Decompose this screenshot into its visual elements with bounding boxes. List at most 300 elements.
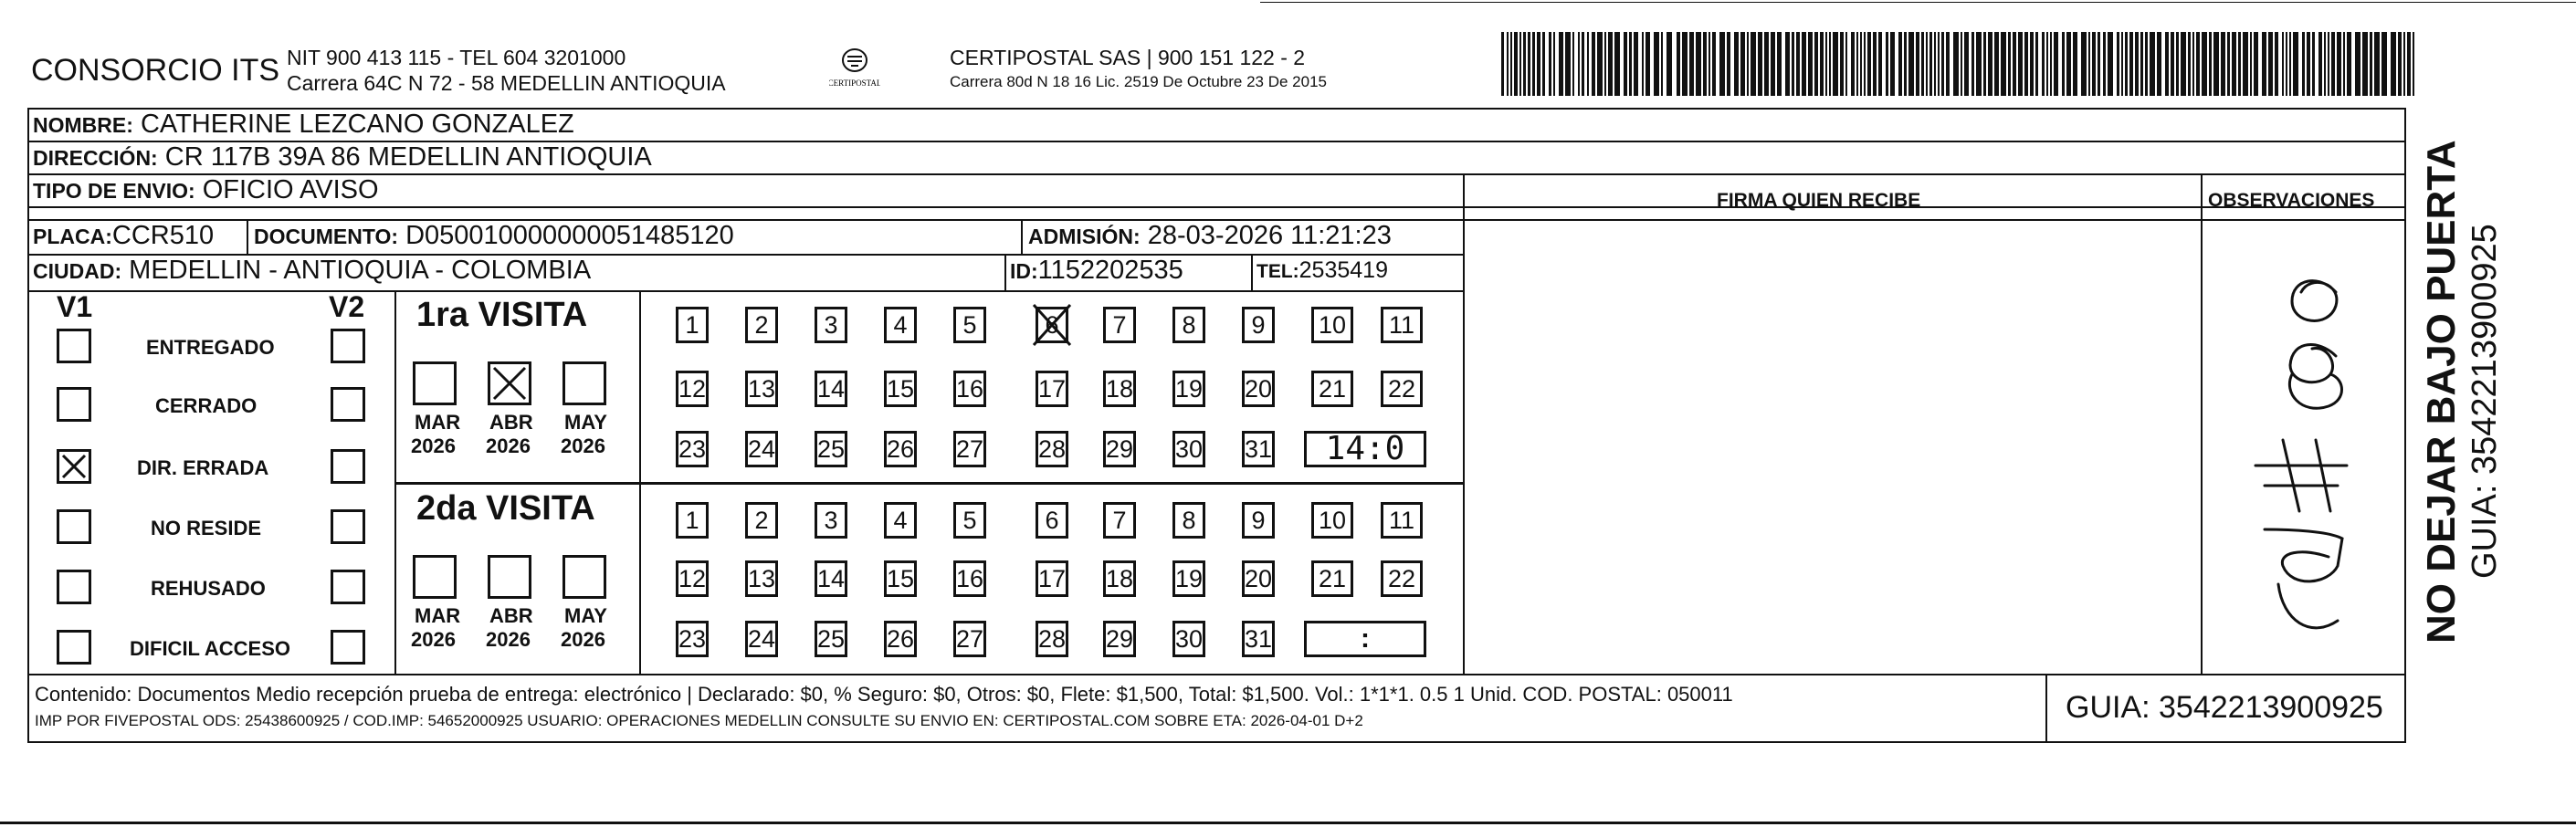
- id-label: ID:: [1010, 259, 1038, 283]
- barcode-bar: [2024, 32, 2028, 96]
- barcode-bar: [2121, 32, 2123, 96]
- barcode-bar: [2286, 32, 2287, 96]
- day-box[interactable]: 21: [1311, 560, 1353, 597]
- day-box[interactable]: 22: [1381, 560, 1423, 597]
- row-line: [27, 173, 2406, 175]
- month-year: 2026: [411, 434, 456, 457]
- barcode-bar: [1542, 32, 1545, 96]
- barcode-bar: [2176, 32, 2179, 96]
- day-box[interactable]: 19: [1172, 560, 1205, 597]
- cell-divider: [1251, 254, 1253, 290]
- barcode-bar: [2254, 32, 2258, 96]
- barcode-bar: [1864, 32, 1866, 96]
- barcode-bar: [1796, 32, 1800, 96]
- barcode-bar: [2129, 32, 2133, 96]
- month-label: MAY: [564, 411, 607, 434]
- barcode-bar: [2150, 32, 2155, 96]
- barcode-bar: [2282, 32, 2284, 96]
- barcode-bar: [2318, 32, 2322, 96]
- day-box[interactable]: 8: [1172, 502, 1205, 539]
- day-box[interactable]: 29: [1103, 621, 1136, 657]
- v2-header: V2: [329, 290, 365, 323]
- barcode-bar: [1856, 32, 1858, 96]
- barcode-bar: [1934, 32, 1936, 96]
- day-box[interactable]: 18: [1103, 371, 1136, 407]
- barcode-bar: [2262, 32, 2266, 96]
- nombre-value: CATHERINE LEZCANO GONZALEZ: [140, 110, 574, 139]
- day-box[interactable]: 5: [953, 502, 986, 539]
- barcode-bar: [1510, 32, 1512, 96]
- barcode-bar: [2008, 32, 2011, 96]
- barcode-bar: [1528, 32, 1530, 96]
- day-box[interactable]: 3: [815, 307, 847, 343]
- direccion-label: DIRECCIÓN:: [33, 146, 158, 170]
- month-year: 2026: [486, 628, 531, 651]
- barcode-bar: [1926, 32, 1928, 96]
- barcode-bar: [2370, 32, 2372, 96]
- barcode-bar: [2103, 32, 2106, 96]
- no-dejar-bajo-puerta: NO DEJAR BAJO PUERTA: [2419, 140, 2464, 644]
- barcode-bar: [1785, 32, 1790, 96]
- barcode-bar: [2331, 32, 2335, 96]
- barcode-bar: [1597, 32, 1603, 96]
- barcode-bar: [1921, 32, 1924, 96]
- barcode-bar: [1582, 32, 1584, 96]
- barcode-bar: [2145, 32, 2148, 96]
- barcode-bar: [1682, 32, 1688, 96]
- barcode-bar: [2398, 32, 2402, 96]
- day-box[interactable]: 23: [676, 431, 709, 467]
- day-box[interactable]: 13: [745, 371, 778, 407]
- day-box[interactable]: 10: [1311, 502, 1353, 539]
- barcode-bar: [1976, 32, 1982, 96]
- barcode-bar: [2018, 32, 2023, 96]
- barcode-bar: [1689, 32, 1694, 96]
- tel-label: TEL:: [1256, 261, 1299, 282]
- month-checkbox[interactable]: [413, 555, 457, 599]
- scan-edge-bottom: [0, 822, 2576, 824]
- address-line: Carrera 64C N 72 - 58 MEDELLIN ANTIOQUIA: [287, 71, 726, 95]
- barcode-bar: [1929, 32, 1932, 96]
- barcode-bar: [2337, 32, 2341, 96]
- status-label: REHUSADO: [151, 577, 266, 600]
- day-box[interactable]: 4: [884, 502, 917, 539]
- column-line: [2201, 173, 2203, 674]
- day-box[interactable]: 16: [953, 371, 986, 407]
- barcode-bar: [1802, 32, 1806, 96]
- ciudad-value: MEDELLIN - ANTIOQUIA - COLOMBIA: [129, 256, 592, 285]
- day-box[interactable]: 5: [953, 307, 986, 343]
- barcode-bar: [2088, 32, 2090, 96]
- barcode-bar: [2362, 32, 2368, 96]
- barcode-bar: [1572, 32, 1574, 96]
- day-box[interactable]: 30: [1172, 431, 1205, 467]
- nombre-row: [33, 110, 574, 140]
- barcode-bar: [1953, 32, 1959, 96]
- day-box[interactable]: 31: [1242, 431, 1275, 467]
- barcode-bar: [1904, 32, 1907, 96]
- barcode-bar: [2213, 32, 2219, 96]
- time-field[interactable]: 14:0: [1304, 431, 1426, 467]
- barcode-bar: [1677, 32, 1680, 96]
- barcode-bar: [2165, 32, 2169, 96]
- visit-separator: [394, 482, 1463, 485]
- barcode-bar: [1740, 32, 1745, 96]
- barcode-bar: [2081, 32, 2087, 96]
- day-box[interactable]: 11: [1381, 307, 1423, 343]
- barcode-bar: [2227, 32, 2230, 96]
- barcode-bar: [1751, 32, 1756, 96]
- barcode-bar: [1592, 32, 1595, 96]
- v1-checkbox[interactable]: [57, 329, 91, 363]
- barcode-bar: [2117, 32, 2119, 96]
- barcode-bar: [1814, 32, 1818, 96]
- barcode-bar: [2001, 32, 2006, 96]
- admision-label: ADMISIÓN:: [1028, 225, 1141, 248]
- ciudad-cell: [33, 256, 591, 286]
- status-label: ENTREGADO: [146, 336, 275, 359]
- month-year: 2026: [561, 628, 605, 651]
- barcode-bar: [2135, 32, 2139, 96]
- barcode-bar: [1727, 32, 1730, 96]
- day-box[interactable]: 9: [1242, 502, 1275, 539]
- day-box[interactable]: 27: [953, 621, 986, 657]
- day-box[interactable]: 20: [1242, 371, 1275, 407]
- day-box[interactable]: 25: [815, 621, 847, 657]
- visit1-title: 1ra VISITA: [416, 296, 588, 334]
- barcode-bar: [1629, 32, 1632, 96]
- day-box[interactable]: 18: [1103, 560, 1136, 597]
- main-form-frame: [27, 108, 2406, 743]
- barcode-bar: [1712, 32, 1716, 96]
- barcode-bar: [2054, 32, 2058, 96]
- month-checkbox[interactable]: [488, 555, 531, 599]
- barcode-bar: [1703, 32, 1707, 96]
- day-box[interactable]: 1: [676, 307, 709, 343]
- visit2-title: 2da VISITA: [416, 489, 595, 528]
- barcode-bar: [2413, 32, 2414, 96]
- barcode-bar: [2391, 32, 2396, 96]
- month-checkbox[interactable]: [563, 555, 606, 599]
- barcode-bar: [1878, 32, 1882, 96]
- barcode-bar: [1890, 32, 1895, 96]
- certipostal-line2: Carrera 80d N 18 16 Lic. 2519 De Octubre 23 De 2015: [950, 73, 1327, 90]
- barcode-bar: [2275, 32, 2278, 96]
- barcode-bar: [1719, 32, 1725, 96]
- footer-line2: IMP POR FIVEPOSTAL ODS: 25438600925 / COD.IMP: 54652000925 USUARIO: OPERACIONES MEDELLIN CONSULTE SU ENVIO EN: CERTIPOSTAL.COM SOBRE ETA: 2026-04-01 D+2: [35, 712, 1363, 729]
- v1-checkbox[interactable]: [57, 449, 91, 484]
- barcode-bar: [1519, 32, 1521, 96]
- month-year: 2026: [561, 434, 605, 457]
- day-box[interactable]: 10: [1311, 307, 1353, 343]
- month-label: MAR: [415, 604, 461, 627]
- month-year: 2026: [411, 628, 456, 651]
- day-box[interactable]: 29: [1103, 431, 1136, 467]
- barcode-bar: [1994, 32, 1999, 96]
- footer-line1: Contenido: Documentos Medio recepción prueba de entrega: electrónico | Declarado: $0, % Seguro: $0, Otros: $0, Flete: $1,500, Total: $1,500. Vol.: 1*1*1. 0.5 1 Unid. COD. POSTAL: 050011: [35, 683, 1733, 706]
- barcode-bar: [2324, 32, 2326, 96]
- documento-cell: [254, 221, 734, 251]
- month-year: 2026: [486, 434, 531, 457]
- barcode-bar: [1845, 32, 1847, 96]
- day-box[interactable]: 27: [953, 431, 986, 467]
- barcode-bar: [1820, 32, 1824, 96]
- nit-line: NIT 900 413 115 - TEL 604 3201000: [287, 46, 626, 69]
- barcode-bar: [1532, 32, 1535, 96]
- barcode: [1501, 32, 2414, 96]
- ciudad-label: CIUDAD:: [33, 259, 122, 283]
- v1-checkbox[interactable]: [57, 630, 91, 665]
- day-box[interactable]: 6: [1036, 307, 1068, 343]
- barcode-bar: [1523, 32, 1526, 96]
- day-box[interactable]: 28: [1036, 621, 1068, 657]
- cell-divider: [247, 219, 248, 254]
- barcode-bar: [2062, 32, 2065, 96]
- barcode-bar: [1654, 32, 1659, 96]
- barcode-bar: [1565, 32, 1571, 96]
- tipo-row: [33, 175, 379, 205]
- barcode-bar: [2407, 32, 2411, 96]
- month-label: MAR: [415, 411, 461, 434]
- barcode-bar: [1898, 32, 1902, 96]
- barcode-bar: [1833, 32, 1838, 96]
- barcode-bar: [2355, 32, 2360, 96]
- day-box[interactable]: 12: [676, 371, 709, 407]
- day-box[interactable]: 7: [1103, 307, 1136, 343]
- id-cell: [1010, 256, 1183, 286]
- tel-value: 2535419: [1299, 257, 1388, 283]
- barcode-bar: [1777, 32, 1782, 96]
- barcode-bar: [1661, 32, 1663, 96]
- month-checkbox[interactable]: [563, 361, 606, 405]
- barcode-bar: [2209, 32, 2212, 96]
- day-box[interactable]: 13: [745, 560, 778, 597]
- day-box[interactable]: 15: [884, 560, 917, 597]
- status-label: NO RESIDE: [151, 517, 262, 539]
- v2-checkbox[interactable]: [331, 570, 365, 604]
- barcode-bar: [1908, 32, 1914, 96]
- barcode-bar: [2073, 32, 2077, 96]
- barcode-bar: [1614, 32, 1620, 96]
- day-box[interactable]: 7: [1103, 502, 1136, 539]
- barcode-bar: [2347, 32, 2351, 96]
- day-box[interactable]: 9: [1242, 307, 1275, 343]
- day-box[interactable]: 15: [884, 371, 917, 407]
- barcode-bar: [1559, 32, 1563, 96]
- day-box[interactable]: 8: [1172, 307, 1205, 343]
- barcode-bar: [2125, 32, 2128, 96]
- barcode-bar: [2293, 32, 2298, 96]
- day-box[interactable]: 6: [1036, 502, 1068, 539]
- barcode-bar: [2289, 32, 2291, 96]
- barcode-bar: [2221, 32, 2225, 96]
- barcode-bar: [1537, 32, 1540, 96]
- barcode-bar: [1634, 32, 1638, 96]
- month-checkbox[interactable]: [413, 361, 457, 405]
- barcode-bar: [1983, 32, 1986, 96]
- day-box[interactable]: 22: [1381, 371, 1423, 407]
- barcode-bar: [1667, 32, 1672, 96]
- barcode-bar: [2157, 32, 2161, 96]
- row-line: [27, 290, 1463, 292]
- barcode-bar: [1946, 32, 1950, 96]
- day-box[interactable]: 21: [1311, 371, 1353, 407]
- barcode-bar: [1964, 32, 1969, 96]
- barcode-bar: [2092, 32, 2096, 96]
- day-box[interactable]: 14: [815, 560, 847, 597]
- placa-label: PLACA:: [33, 225, 112, 248]
- barcode-bar: [2312, 32, 2315, 96]
- barcode-bar: [2250, 32, 2252, 96]
- v1-checkbox[interactable]: [57, 509, 91, 544]
- barcode-bar: [2202, 32, 2207, 96]
- status-label: CERRADO: [155, 394, 258, 417]
- barcode-bar: [2343, 32, 2345, 96]
- v1-checkbox[interactable]: [57, 570, 91, 604]
- day-box[interactable]: 24: [745, 621, 778, 657]
- barcode-bar: [2098, 32, 2100, 96]
- barcode-bar: [2403, 32, 2405, 96]
- barcode-bar: [2268, 32, 2273, 96]
- direccion-value: CR 117B 39A 86 MEDELLIN ANTIOQUIA: [164, 142, 652, 172]
- day-box[interactable]: 12: [676, 560, 709, 597]
- day-box[interactable]: 11: [1381, 502, 1423, 539]
- barcode-bar: [2108, 32, 2113, 96]
- scan-edge-top: [1260, 2, 2576, 3]
- v2-checkbox[interactable]: [331, 630, 365, 665]
- barcode-bar: [1941, 32, 1944, 96]
- barcode-bar: [1747, 32, 1749, 96]
- barcode-bar: [1604, 32, 1606, 96]
- barcode-bar: [2192, 32, 2194, 96]
- observaciones-label: OBSERVACIONES: [2208, 190, 2375, 211]
- barcode-bar: [1624, 32, 1627, 96]
- barcode-bar: [1501, 32, 1504, 96]
- day-box[interactable]: 2: [745, 502, 778, 539]
- day-box[interactable]: 31: [1242, 621, 1275, 657]
- day-box[interactable]: 16: [953, 560, 986, 597]
- day-box[interactable]: 25: [815, 431, 847, 467]
- direccion-row: [33, 142, 652, 173]
- barcode-bar: [2328, 32, 2329, 96]
- day-box[interactable]: 26: [884, 621, 917, 657]
- barcode-bar: [2307, 32, 2310, 96]
- day-box[interactable]: 2: [745, 307, 778, 343]
- month-checkbox[interactable]: [488, 361, 531, 405]
- cell-divider: [1021, 219, 1023, 254]
- row-line: [27, 206, 2406, 208]
- row-line: [27, 674, 2406, 675]
- day-box[interactable]: 20: [1242, 560, 1275, 597]
- month-label: ABR: [489, 604, 533, 627]
- barcode-bar: [2181, 32, 2186, 96]
- barcode-bar: [2066, 32, 2071, 96]
- day-box[interactable]: 3: [815, 502, 847, 539]
- day-box[interactable]: 1: [676, 502, 709, 539]
- v1-checkbox[interactable]: [57, 387, 91, 422]
- barcode-bar: [1758, 32, 1762, 96]
- barcode-bar: [1608, 32, 1613, 96]
- barcode-bar: [2374, 32, 2380, 96]
- tipo-value: OFICIO AVISO: [202, 175, 379, 204]
- nombre-label: NOMBRE:: [33, 113, 133, 137]
- barcode-bar: [1829, 32, 1831, 96]
- day-box[interactable]: 19: [1172, 371, 1205, 407]
- company-name: CONSORCIO ITS: [31, 53, 280, 88]
- certipostal-logo: [829, 44, 880, 95]
- v2-checkbox[interactable]: [331, 329, 365, 363]
- svg-text:CERTIPOSTAL: CERTIPOSTAL: [829, 79, 880, 88]
- barcode-bar: [1587, 32, 1589, 96]
- id-value: 1152202535: [1037, 256, 1183, 285]
- footer-divider: [2045, 674, 2047, 743]
- v2-checkbox[interactable]: [331, 509, 365, 544]
- barcode-bar: [1938, 32, 1940, 96]
- barcode-bar: [1825, 32, 1827, 96]
- barcode-bar: [1507, 32, 1509, 96]
- side-guia: GUIA: 3542213900925: [2466, 224, 2504, 579]
- barcode-bar: [2232, 32, 2236, 96]
- tel-cell: [1256, 257, 1388, 284]
- barcode-bar: [2243, 32, 2248, 96]
- barcode-bar: [2035, 32, 2038, 96]
- day-box[interactable]: 28: [1036, 431, 1068, 467]
- day-box[interactable]: 30: [1172, 621, 1205, 657]
- barcode-bar: [1764, 32, 1769, 96]
- barcode-bar: [2030, 32, 2034, 96]
- barcode-bar: [2140, 32, 2143, 96]
- barcode-bar: [1873, 32, 1877, 96]
- day-box[interactable]: 23: [676, 621, 709, 657]
- barcode-bar: [1860, 32, 1862, 96]
- barcode-bar: [1792, 32, 1794, 96]
- barcode-bar: [1642, 32, 1644, 96]
- admision-value: 28-03-2026 11:21:23: [1147, 221, 1392, 250]
- day-box[interactable]: 26: [884, 431, 917, 467]
- barcode-bar: [1961, 32, 1962, 96]
- firma-label: FIRMA QUIEN RECIBE: [1717, 190, 1921, 211]
- month-label: ABR: [489, 411, 533, 434]
- day-box[interactable]: 24: [745, 431, 778, 467]
- admision-cell: [1028, 221, 1392, 251]
- barcode-bar: [2196, 32, 2200, 96]
- time-field[interactable]: :: [1304, 621, 1426, 657]
- barcode-bar: [1645, 32, 1650, 96]
- v2-checkbox[interactable]: [331, 387, 365, 422]
- barcode-bar: [2042, 32, 2045, 96]
- barcode-bar: [1971, 32, 1974, 96]
- barcode-bar: [1851, 32, 1855, 96]
- v1-header: V1: [57, 290, 93, 323]
- status-label: DIR. ERRADA: [137, 456, 269, 479]
- barcode-bar: [2302, 32, 2305, 96]
- day-box[interactable]: 4: [884, 307, 917, 343]
- day-checked-mark: [1030, 301, 1074, 353]
- barcode-bar: [1709, 32, 1710, 96]
- day-box[interactable]: 17: [1036, 560, 1068, 597]
- guia-box: GUIA: 3542213900925: [2066, 690, 2383, 725]
- documento-label: DOCUMENTO:: [254, 225, 399, 248]
- day-box[interactable]: 17: [1036, 371, 1068, 407]
- barcode-bar: [1916, 32, 1919, 96]
- tipo-label: TIPO DE ENVIO:: [33, 179, 195, 203]
- barcode-bar: [1696, 32, 1701, 96]
- barcode-bar: [1514, 32, 1518, 96]
- v2-checkbox[interactable]: [331, 449, 365, 484]
- barcode-bar: [2046, 32, 2048, 96]
- status-label: DIFICIL ACCESO: [130, 637, 291, 660]
- day-box[interactable]: 14: [815, 371, 847, 407]
